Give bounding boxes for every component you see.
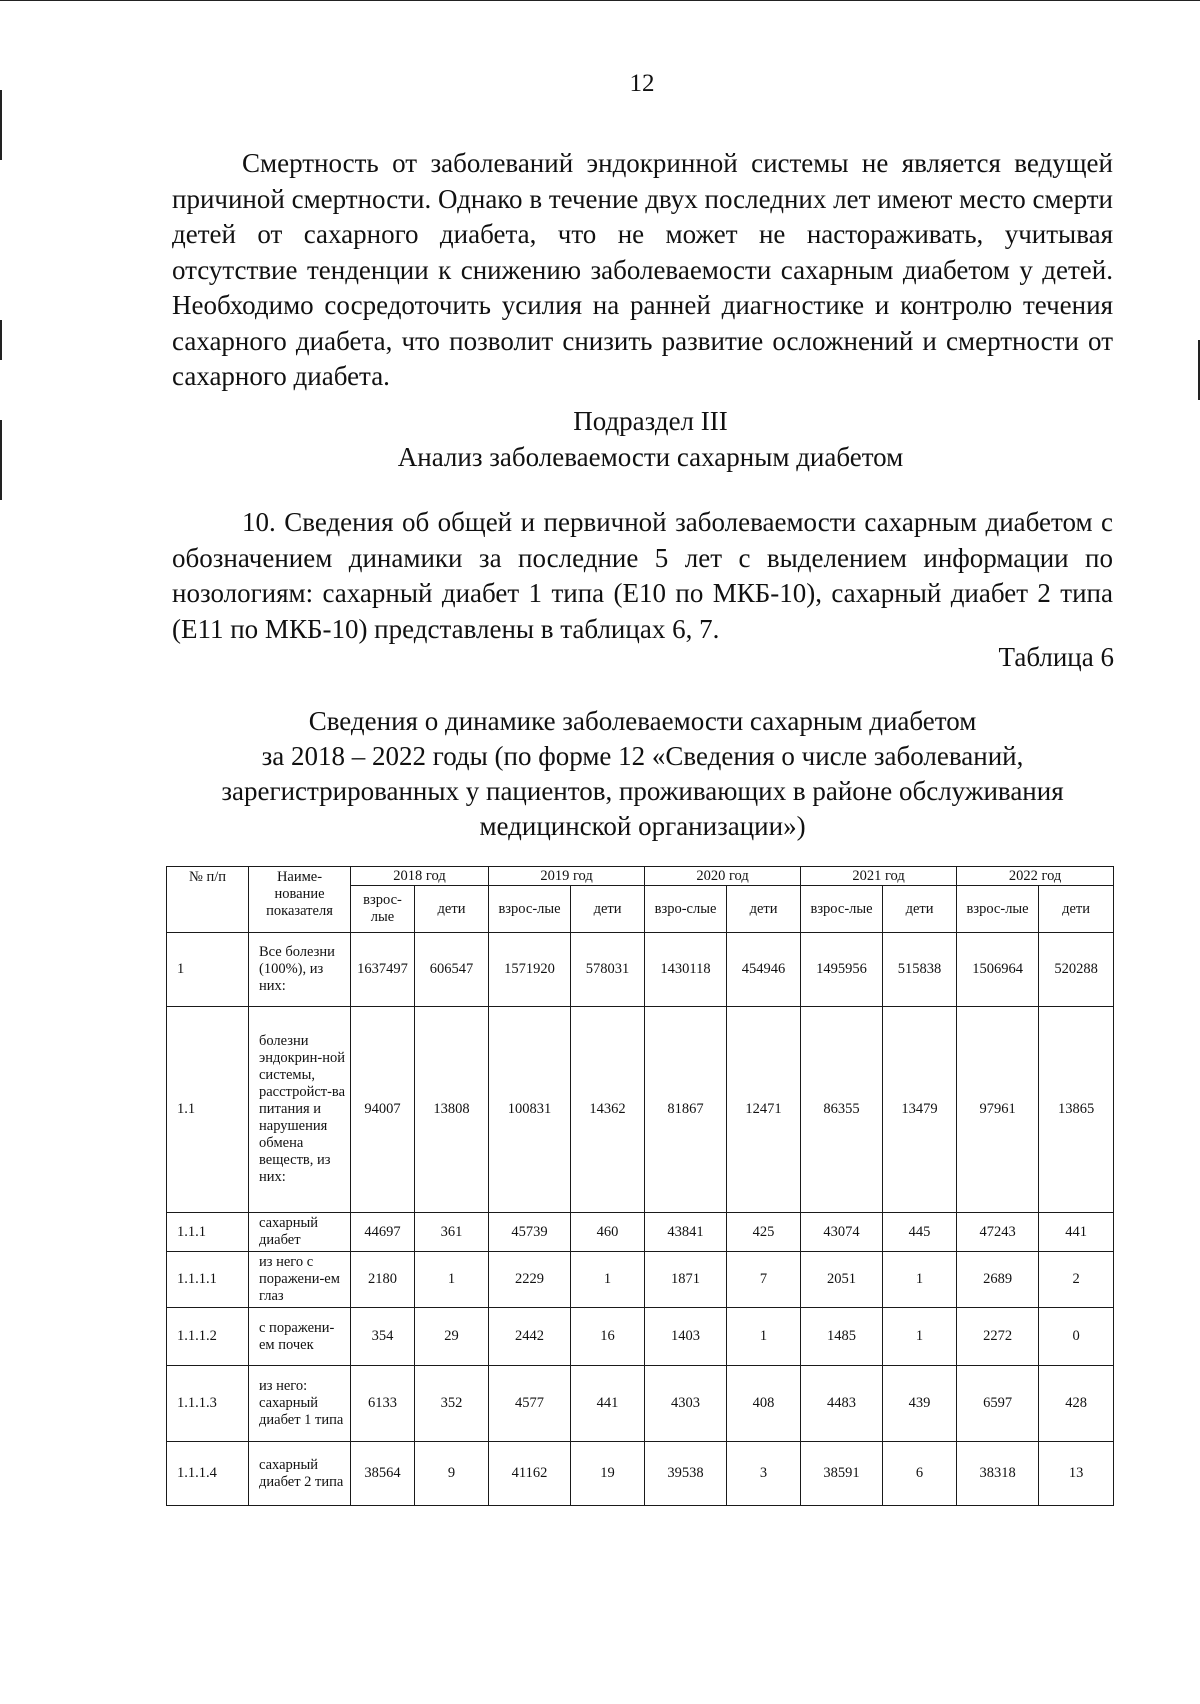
value-cell: 3 [727,1442,801,1506]
value-cell: 43841 [645,1213,727,1252]
header-year: 2019 год [489,867,645,886]
table-caption-line: зарегистрированных у пациентов, проживающих в районе обслуживания [221,776,1064,806]
value-cell: 1 [727,1308,801,1366]
header-children: дети [883,886,957,933]
value-cell: 441 [1039,1213,1114,1252]
value-cell: 81867 [645,1007,727,1213]
value-cell: 44697 [351,1213,415,1252]
header-year: 2022 год [957,867,1114,886]
row-indicator-name: сахарный диабет [249,1213,351,1252]
value-cell: 352 [415,1366,489,1442]
table-body [167,933,1114,1506]
header-year: 2018 год [351,867,489,886]
table-row [167,1308,1114,1366]
value-cell: 2229 [489,1252,571,1308]
value-cell: 19 [571,1442,645,1506]
table-label: Таблица 6 [998,642,1114,672]
row-number: 1.1.1 [167,1213,249,1252]
row-indicator-name: болезни эндокрин-ной системы, расстройст-ва питания и нарушения обмена веществ, из них: [249,1007,351,1213]
header-children: дети [727,886,801,933]
value-cell: 441 [571,1366,645,1442]
scan-edge-mark [0,320,2,360]
header-year: 2021 год [801,867,957,886]
row-indicator-name: Все болезни (100%), из них: [249,933,351,1007]
row-number: 1.1 [167,1007,249,1213]
row-indicator-name: с поражени-ем почек [249,1308,351,1366]
value-cell: 4483 [801,1366,883,1442]
value-cell: 1 [415,1252,489,1308]
value-cell: 2 [1039,1252,1114,1308]
table-row [167,1007,1114,1213]
value-cell: 515838 [883,933,957,1007]
value-cell: 4303 [645,1366,727,1442]
value-cell: 578031 [571,933,645,1007]
value-cell: 100831 [489,1007,571,1213]
value-cell: 86355 [801,1007,883,1213]
value-cell: 4577 [489,1366,571,1442]
value-cell: 2689 [957,1252,1039,1308]
value-cell: 606547 [415,933,489,1007]
value-cell: 1403 [645,1308,727,1366]
value-cell: 14362 [571,1007,645,1213]
subsection-title: Анализ заболеваемости сахарным диабетом [397,442,904,472]
row-indicator-name: из него: сахарный диабет 1 типа [249,1366,351,1442]
value-cell: 520288 [1039,933,1114,1007]
table-row [167,1366,1114,1442]
row-number: 1.1.1.4 [167,1442,249,1506]
table-row [167,1442,1114,1506]
value-cell: 38591 [801,1442,883,1506]
header-name: Наиме-нование показателя [249,867,351,933]
header-adults: взрос-лые [489,886,571,933]
value-cell: 454946 [727,933,801,1007]
value-cell: 1 [883,1308,957,1366]
header-year: 2020 год [645,867,801,886]
header-children: дети [1039,886,1114,933]
value-cell: 12471 [727,1007,801,1213]
row-number: 1.1.1.2 [167,1308,249,1366]
value-cell: 45739 [489,1213,571,1252]
table-row [167,1252,1114,1308]
value-cell: 94007 [351,1007,415,1213]
value-cell: 6133 [351,1366,415,1442]
value-cell: 13808 [415,1007,489,1213]
table-caption-line: за 2018 – 2022 годы (по форме 12 «Сведения о числе заболеваний, [261,741,1024,771]
scan-edge-mark [0,90,2,160]
value-cell: 6597 [957,1366,1039,1442]
value-cell: 2051 [801,1252,883,1308]
table-caption [172,704,1113,844]
paragraph-statistics: 10. Сведения об общей и первичной заболеваемости сахарным диабетом с обозначением динамики за последние 5 лет с выделением информации по нозологиям: сахарный диабет 1 типа (Е10 по МКБ-10), сахарный диабет 2 типа (Е11 по МКБ-10) представлены в таблицах 6, 7. [172,507,1113,644]
value-cell: 1637497 [351,933,415,1007]
value-cell: 425 [727,1213,801,1252]
value-cell: 1485 [801,1308,883,1366]
value-cell: 1871 [645,1252,727,1308]
value-cell: 1506964 [957,933,1039,1007]
header-adults: взрос-лые [957,886,1039,933]
header-children: дети [415,886,489,933]
header-children: дети [571,886,645,933]
value-cell: 1571920 [489,933,571,1007]
value-cell: 428 [1039,1366,1114,1442]
value-cell: 97961 [957,1007,1039,1213]
subsection-label: Подраздел III [573,406,728,436]
value-cell: 38318 [957,1442,1039,1506]
value-cell: 41162 [489,1442,571,1506]
row-number: 1.1.1.1 [167,1252,249,1308]
value-cell: 2442 [489,1308,571,1366]
table-caption-line: медицинской организации») [479,811,806,841]
value-cell: 460 [571,1213,645,1252]
value-cell: 2272 [957,1308,1039,1366]
value-cell: 439 [883,1366,957,1442]
header-adults: взрос-лые [801,886,883,933]
value-cell: 7 [727,1252,801,1308]
value-cell: 13865 [1039,1007,1114,1213]
value-cell: 13 [1039,1442,1114,1506]
value-cell: 16 [571,1308,645,1366]
scan-edge-mark [0,0,1200,1]
value-cell: 445 [883,1213,957,1252]
value-cell: 47243 [957,1213,1039,1252]
paragraph-mortality: Смертность от заболеваний эндокринной системы не является ведущей причиной смертности. Однако в течение двух последних лет имеют место смерти детей от сахарного диабета, что не может не настораживать, учитывая отсутствие тенденции к снижению заболеваемости сахарным диабетом у детей. Необходимо сосредоточить усилия на ранней диагностике и контролю течения сахарного диабета, что позволит снизить развитие осложнений и смертности от сахарного диабета. [172,148,1113,391]
value-cell: 43074 [801,1213,883,1252]
value-cell: 1495956 [801,933,883,1007]
diabetes-incidence-table [166,866,1114,1506]
header-adults: взрос-лые [351,886,415,933]
row-indicator-name: сахарный диабет 2 типа [249,1442,351,1506]
value-cell: 39538 [645,1442,727,1506]
value-cell: 9 [415,1442,489,1506]
value-cell: 408 [727,1366,801,1442]
value-cell: 354 [351,1308,415,1366]
value-cell: 13479 [883,1007,957,1213]
page-number: 12 [629,70,655,97]
header-num: № п/п [167,867,249,933]
header-adults: взро-слые [645,886,727,933]
row-indicator-name: из него с поражени-ем глаз [249,1252,351,1308]
row-number: 1 [167,933,249,1007]
value-cell: 361 [415,1213,489,1252]
value-cell: 29 [415,1308,489,1366]
value-cell: 6 [883,1442,957,1506]
value-cell: 1 [883,1252,957,1308]
value-cell: 38564 [351,1442,415,1506]
table-row [167,933,1114,1007]
table-row [167,1213,1114,1252]
scan-edge-mark [0,420,2,500]
row-number: 1.1.1.3 [167,1366,249,1442]
table-caption-line: Сведения о динамике заболеваемости сахарным диабетом [308,706,977,736]
value-cell: 0 [1039,1308,1114,1366]
value-cell: 1 [571,1252,645,1308]
value-cell: 2180 [351,1252,415,1308]
value-cell: 1430118 [645,933,727,1007]
